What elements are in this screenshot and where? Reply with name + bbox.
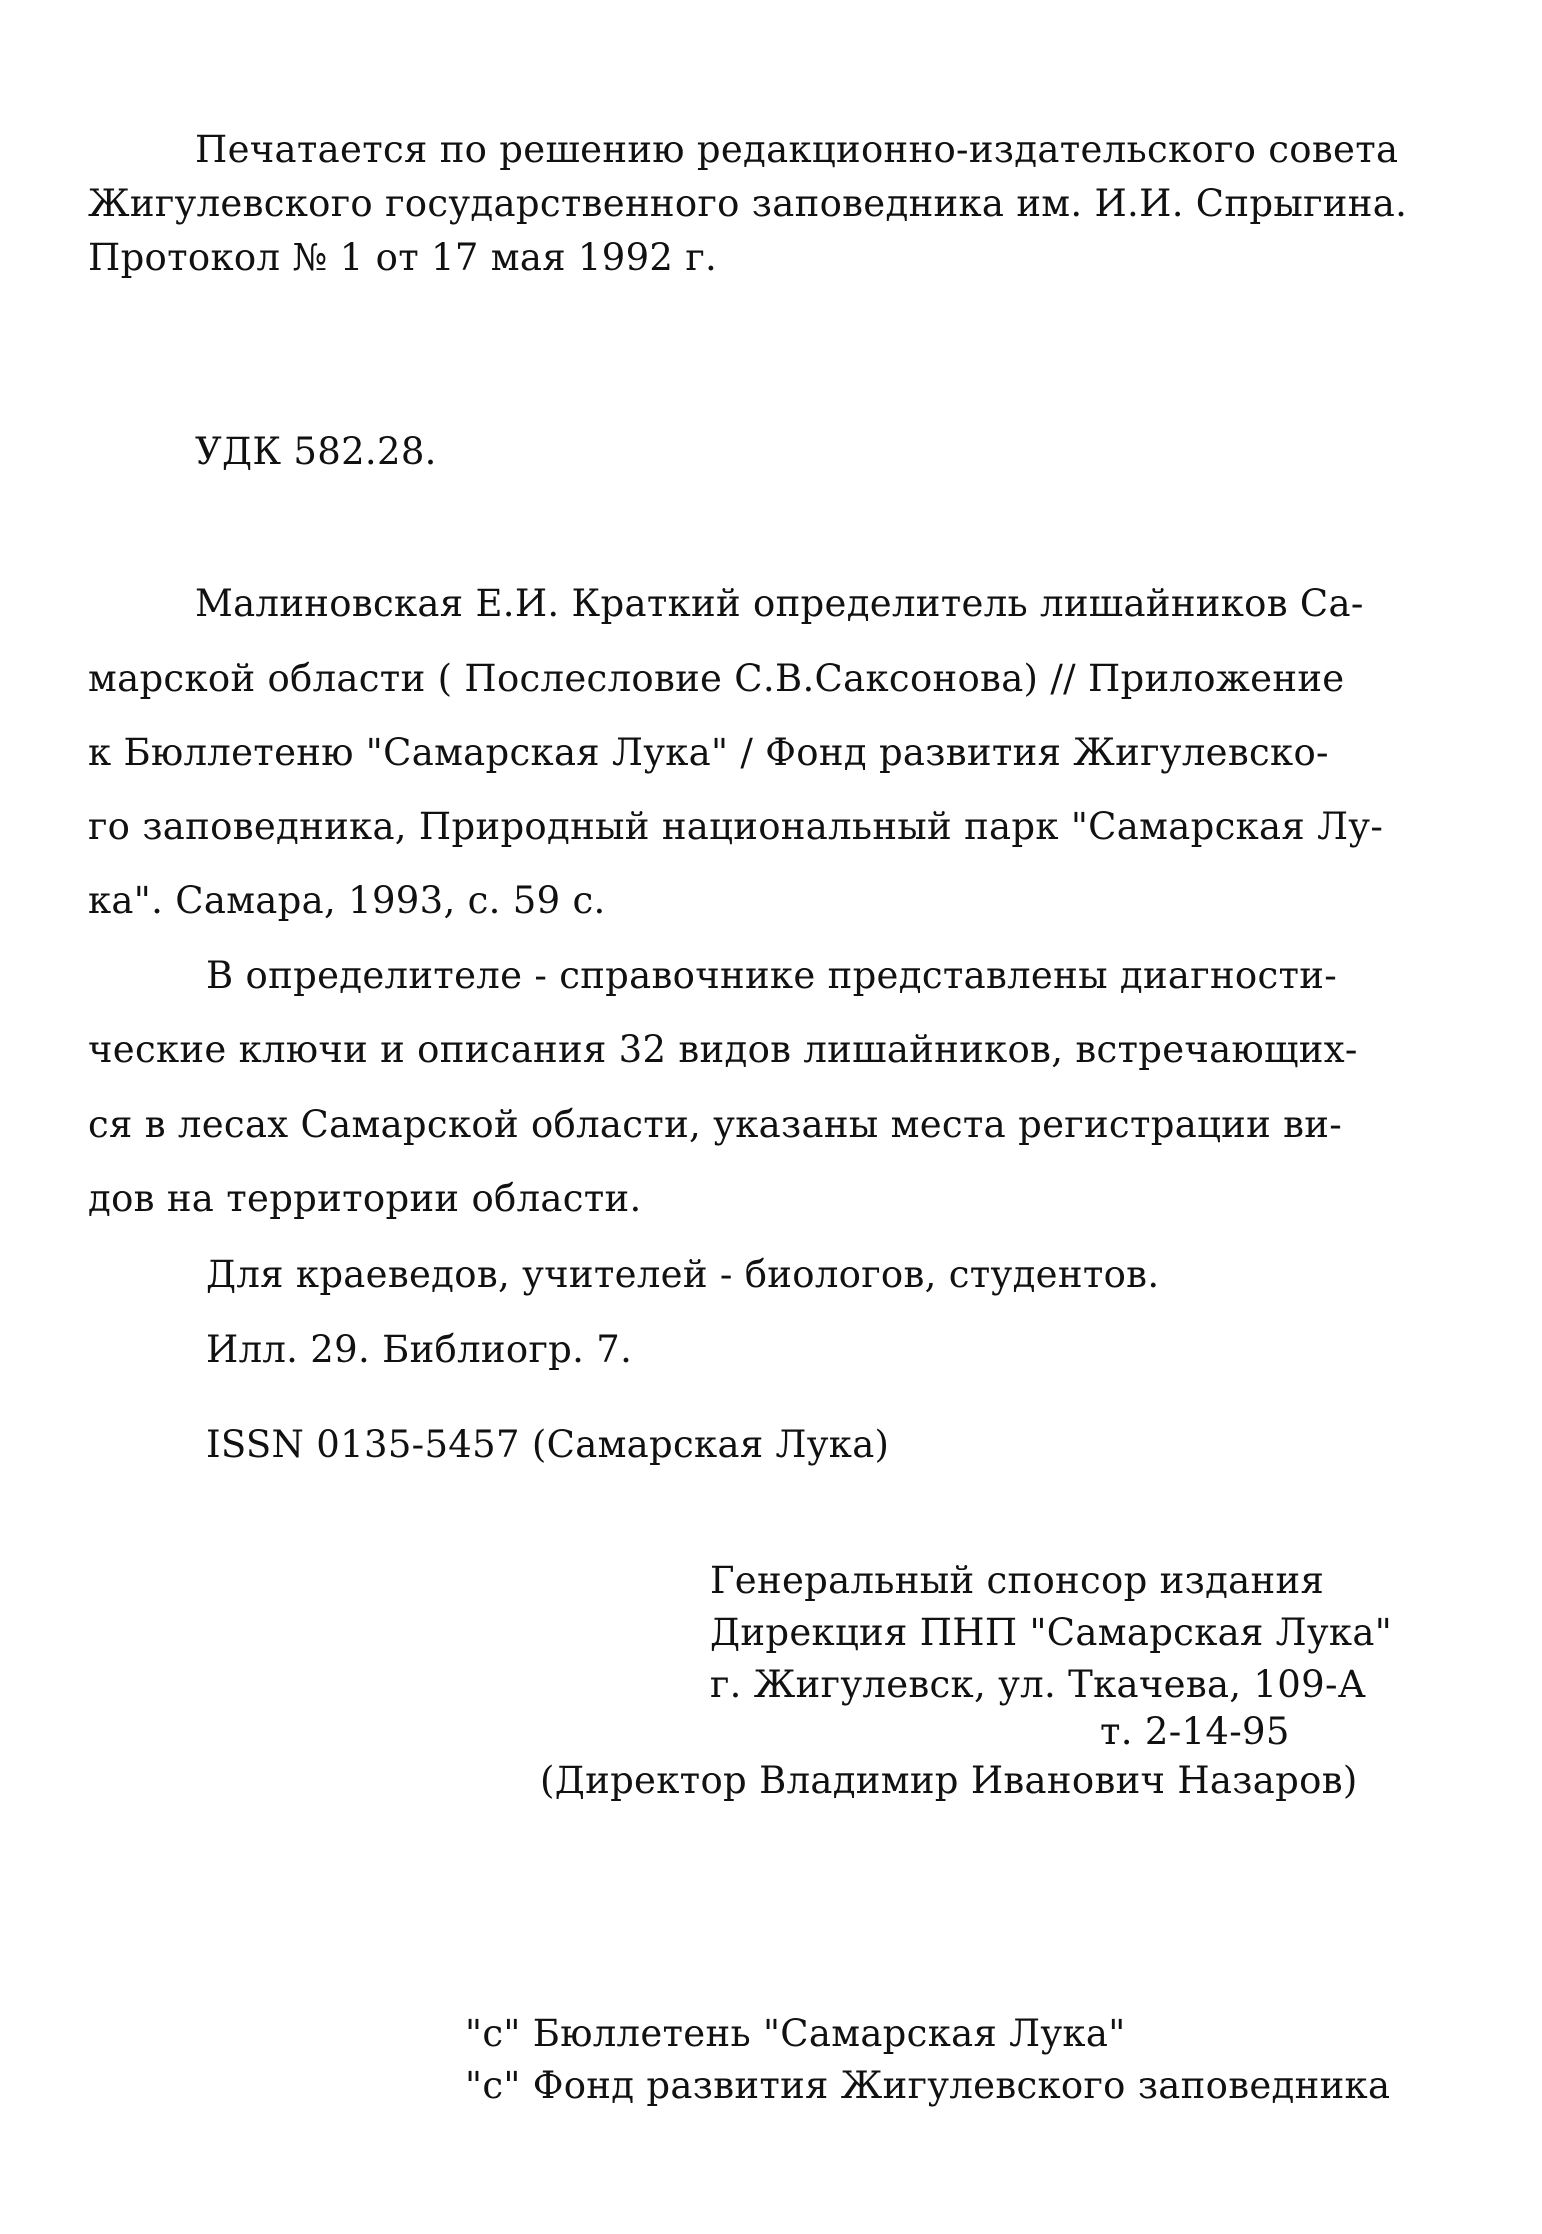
sponsor-line-2: Дирекция ПНП "Самарская Лука"	[710, 1611, 1393, 1654]
bibliographic-line-2: марской области ( Послесловие С.В.Саксонова) // Приложение	[88, 657, 1345, 700]
bibliographic-line-5: ка". Самара, 1993, с. 59 с.	[88, 879, 606, 922]
sponsor-director: (Директор Владимир Иванович Назаров)	[540, 1759, 1358, 1802]
bibliographic-line-1: Малиновская Е.И. Краткий определитель лишайников Са-	[195, 582, 1364, 625]
sponsor-line-1: Генеральный спонсор издания	[710, 1559, 1325, 1602]
illustrations-note: Илл. 29. Библиогр. 7.	[206, 1328, 633, 1371]
sponsor-line-3: г. Жигулевск, ул. Ткачева, 109-А	[710, 1663, 1367, 1706]
approval-line-3: Протокол № 1 от 17 мая 1992 г.	[88, 236, 718, 279]
approval-line-2: Жигулевского государственного заповедника им. И.И. Спрыгина.	[88, 182, 1408, 225]
bibliographic-line-4: го заповедника, Природный национальный парк "Самарская Лу-	[88, 805, 1384, 848]
copyright-line-2: "с" Фонд развития Жигулевского заповедника	[465, 2064, 1391, 2107]
annotation-line-1: В определителе - справочнике представлены диагности-	[206, 954, 1338, 997]
issn: ISSN 0135-5457 (Самарская Лука)	[206, 1423, 890, 1466]
annotation-line-4: дов на территории области.	[88, 1177, 642, 1220]
audience-note: Для краеведов, учителей - биологов, студентов.	[206, 1253, 1160, 1296]
approval-line-1: Печатается по решению редакционно-издательского совета	[195, 128, 1399, 171]
annotation-line-2: ческие ключи и описания 32 видов лишайников, встречающих-	[88, 1028, 1358, 1071]
sponsor-phone: т. 2-14-95	[1100, 1710, 1290, 1753]
copyright-line-1: "с" Бюллетень "Самарская Лука"	[465, 2012, 1126, 2055]
bibliographic-line-3: к Бюллетеню "Самарская Лука" / Фонд развития Жигулевско-	[88, 731, 1329, 774]
annotation-line-3: ся в лесах Самарской области, указаны места регистрации ви-	[88, 1103, 1343, 1146]
udk-code: УДК 582.28.	[195, 430, 437, 473]
